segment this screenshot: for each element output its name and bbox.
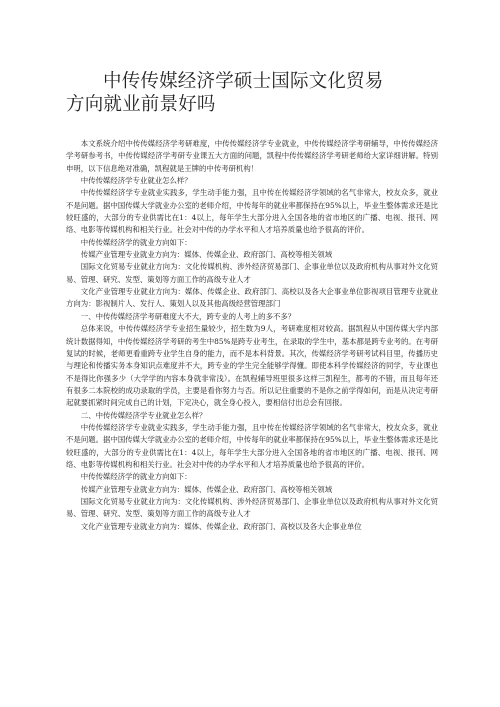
document-title-line-2: 方向就业前景好吗 [66, 94, 216, 115]
body-paragraph: 中传传媒经济学专业就业实践多，学生动手能力强，且中传在传媒经济学领域的名气非常大，校友众多，就业不是问题。据中国传媒大学就业办公室的老师介绍，中传每年的就业率都保持在95%以上，毕业生整体需求还是比较旺盛的，大部分的专业供需比在1：4以上，每年学生大部分进入全国各地的省市地区的广播、电视、报刊、网络、电影等传媒机构和相关行业。社会对中传的办学水平和人才培养质量也给予很高的评价。 [66, 188, 438, 235]
document-title [66, 70, 438, 116]
body-paragraph: 文化产业管理专业就业方向为：媒体、传媒企业、政府部门、高校以及各大企事业单位影视项目管理专业就业方向为：影视制片人、发行人、策划人以及其他高级经营管理部门 [66, 287, 438, 309]
document-body [66, 138, 438, 533]
body-paragraph: 总体来说，中传传媒经济学专业招生量较少，招生数为9人，考研难度相对较高。据凯程从中国传媒大学内部统计数据得知，中传传媒经济学考研的考生中85%是跨专业考生，在录取的学生中，基本都是跨专业考的。在考研复试的时候，老师更看重跨专业学生自身的能力，而不是本科背景。其次，传媒经济学考研考试科目里，传播历史与理论和传播实务本身知识点难度并不大，跨专业的学生完全能够学得懂。即使本科学传媒经济的同学，专业课也不是得比你强多少（大学学的内容本身就非常浅）。在凯程辅导班里很多这样三凯程生，都考的不错，而且每年还有很多二本院校的成功录取的学员，主要是看你努力与否。所以记住重要的不是你之前学得如何，而是从决定考研起就要抓紧时间完成自己的计划，下定决心，就全身心投入，要相信付出总会有回报。 [66, 324, 438, 408]
body-paragraph: 文化产业管理专业就业方向为：媒体、传媒企业、政府部门、高校以及各大企事业单位 [80, 521, 362, 531]
intro-paragraph: 本文系统介绍中传传媒经济学考研难度，中传传媒经济学专业就业，中传传媒经济学考研辅导，中传传媒经济学考研参考书，中传传媒经济学考研专业课五大方面的问题，凯程中传传媒经济学考研老师给大家详细讲解。特别申明，以下信息绝对准确，凯程就是王牌的中传考研机构！ [66, 139, 438, 173]
body-paragraph: 中传传媒经济学专业就业实践多，学生动手能力强，且中传在传媒经济学领域的名气非常大，校友众多，就业不是问题。据中国传媒大学就业办公室的老师介绍，中传每年的就业率都保持在95%以上，毕业生整体需求还是比较旺盛的，大部分的专业供需比在1：4以上，每年学生大部分进入全国各地的省市地区的广播、电视、报刊、网络、电影等传媒机构和相关行业。社会对中传的办学水平和人才培养质量也给予很高的评价。 [66, 422, 438, 469]
body-paragraph: 中传传媒经济学的就业方向如下： [80, 472, 192, 482]
body-paragraph: 国际文化贸易专业就业方向为：文化传媒机构、涉外经济贸易部门、企事业单位以及政府机构从事对外文化贸易、管理、研究、发型、策划等方面工作的高级专业人才 [66, 496, 438, 519]
body-paragraph: 中传传媒经济学的就业方向如下： [80, 237, 192, 247]
document-title-line-1: 中传传媒经济学硕士国际文化贸易 [103, 71, 384, 92]
body-paragraph: 国际文化贸易专业就业方向为：文化传媒机构、涉外经济贸易部门、企事业单位以及政府机构从事对外文化贸易、管理、研究、发型、策划等方面工作的高级专业人才 [66, 262, 438, 284]
section-heading: 二、中传传媒经济学专业就业怎么样？ [80, 410, 207, 420]
section-question: 中传传媒经济学专业就业怎么样？ [80, 176, 192, 186]
section-heading: 一、中传传媒经济学考研难度大不大，跨专业的人考上的多不多？ [80, 311, 296, 321]
body-paragraph: 传媒产业管理专业就业方向为：媒体、传媒企业、政府部门、高校等相关领域 [80, 250, 333, 260]
body-paragraph: 传媒产业管理专业就业方向为：媒体、传媒企业、政府部门、高校等相关领域 [80, 484, 333, 494]
